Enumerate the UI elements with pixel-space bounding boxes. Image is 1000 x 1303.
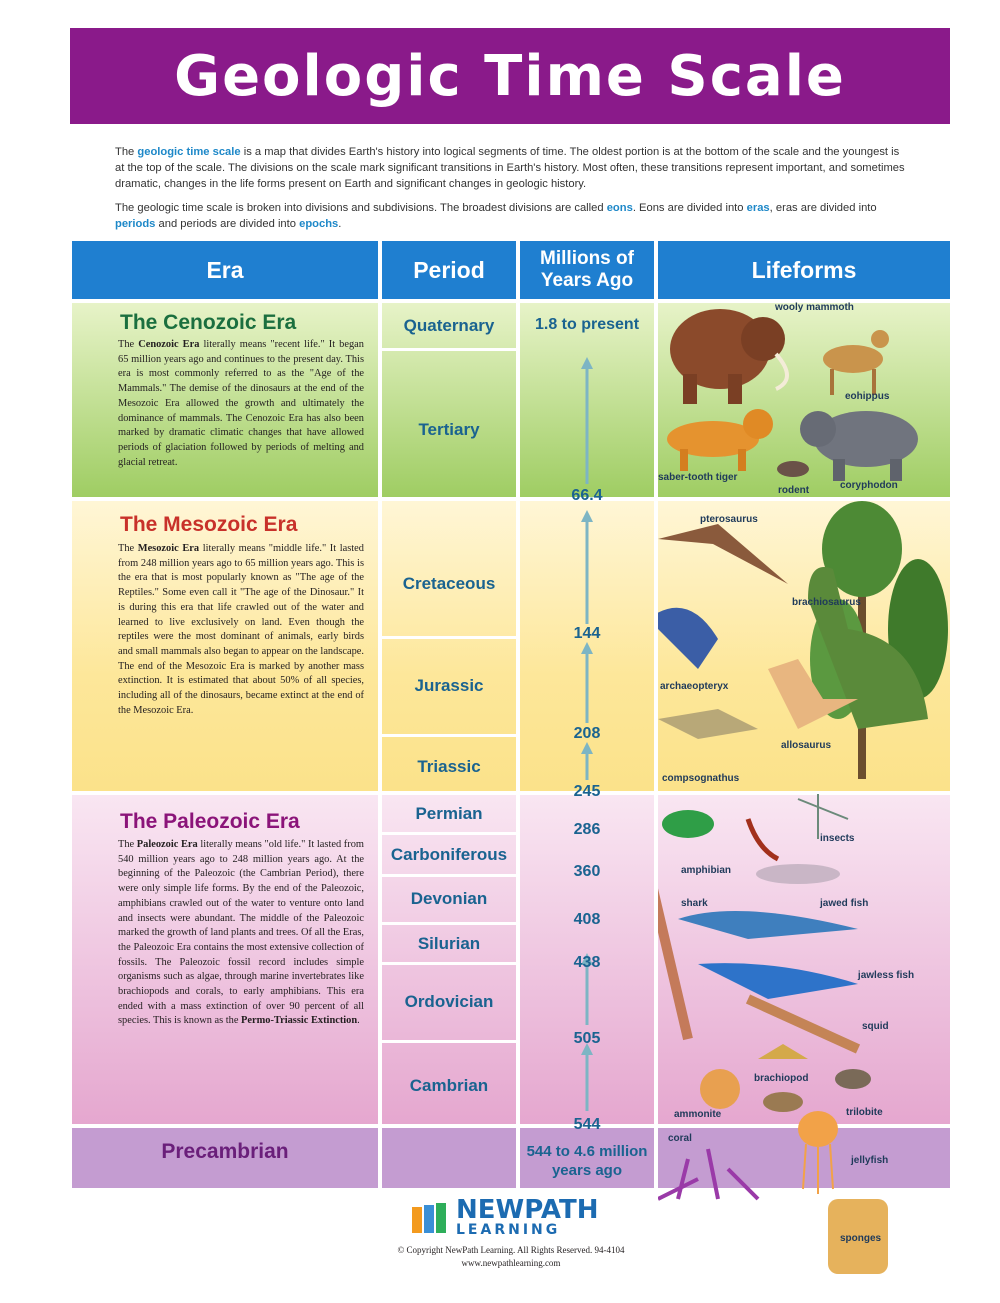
period-carboniferous: Carboniferous — [390, 845, 508, 864]
period-ordovician: Ordovician — [404, 992, 494, 1011]
intro-highlight: eras — [746, 202, 770, 214]
insects-icon — [748, 794, 848, 859]
brachiopod-icon — [758, 1044, 808, 1059]
website-text: www.newpathlearning.com — [461, 1258, 561, 1268]
desc-text: literally means "recent life." It began 65 million years ago and continues to the present day. This era is most commonly referred to as the "Age of the Mammals." The demise of the dinosaurs at the end of the Mesozoic Era allowed the growth and ultimately the dominance of mammals. The Cenozoic Era has also been marked by dramatic climatic changes that have allowed periods of glaciation followed by periods of melting and glacial retreat. — [118, 339, 364, 468]
period-divider — [382, 348, 516, 351]
header-era: Era — [72, 241, 378, 299]
label-saber-tooth-tiger: saber-tooth tiger — [658, 472, 738, 483]
intro-highlight: geologic time scale — [137, 146, 241, 158]
mesozoic-description — [118, 542, 364, 718]
header-lifeforms: Lifeforms — [658, 241, 950, 299]
ammonite-icon — [700, 1069, 740, 1109]
label-allosaurus: allosaurus — [781, 740, 832, 751]
eohippus-icon — [823, 330, 889, 395]
period-divider — [382, 1040, 516, 1043]
label-archaeopteryx: archaeopteryx — [660, 681, 729, 692]
label-rodent: rodent — [778, 485, 810, 496]
desc-text: The — [118, 839, 137, 850]
mya-boundary: 208 — [573, 725, 601, 742]
paleozoic-description — [118, 838, 364, 1029]
mya-precambrian: 544 to 4.6 million years ago — [526, 1143, 648, 1179]
label-wooly-mammoth: wooly mammoth — [775, 302, 854, 313]
label-coryphodon: coryphodon — [840, 480, 898, 491]
label-jellyfish: jellyfish — [851, 1155, 889, 1166]
label-jawed-fish: jawed fish — [820, 898, 869, 909]
copyright-text: © Copyright NewPath Learning. All Rights Reserved. 94-4104 — [397, 1245, 625, 1255]
intro-highlight: periods — [115, 218, 156, 230]
timeline-arrows — [520, 299, 654, 1128]
saber-tooth-tiger-icon — [667, 409, 773, 471]
label-compsognathus: compsognathus — [662, 773, 740, 784]
mesozoic-title: The Mesozoic Era — [120, 513, 298, 536]
coryphodon-icon — [800, 411, 918, 481]
desc-bold: Permo-Triassic Extinction — [241, 1015, 358, 1027]
copyright — [372, 1244, 650, 1270]
cenozoic-title: The Cenozoic Era — [120, 311, 297, 334]
intro-paragraph-1 — [115, 144, 905, 192]
period-devonian: Devonian — [410, 889, 488, 908]
intro-text: is a map that divides Earth's history into logical segments of time. The oldest portion is at the bottom of the scale and the youngest is at the top of the scale. The divisions on the scale mark significant transitions in Earth's history. Most often, these transitions represent important, and sometimes dramatic, changes in the life forms present on Earth and significant changes in geologic history. — [115, 146, 905, 190]
label-brachiosaurus: brachiosaurus — [792, 597, 861, 608]
label-brachiopod: brachiopod — [754, 1073, 809, 1084]
period-divider — [382, 636, 516, 639]
desc-text: literally means "middle life." It lasted from 248 million years ago to 65 million years ago. This is the era that is most popularly known as "The age of the Reptiles." Some even call it "The age of the Dinosaur." It is during this era that life crawled out of the water and learned to live exclusively on land. Even though the reptiles were the most dominant of animals, early birds and small mammals also began to appear on the landscape. The end of the Mesozoic Era is marked by another mass extinction. It is estimated that about 50% of all species, including all of the dinosaurs, became extinct at the end of the Mesozoic Era. — [118, 543, 364, 716]
period-permian: Permian — [415, 804, 483, 823]
period-silurian: Silurian — [417, 934, 481, 953]
desc-bold: Paleozoic Era — [136, 839, 198, 850]
archaeopteryx-icon — [658, 608, 718, 669]
mya-boundary: 286 — [573, 821, 601, 838]
logo-subtext: LEARNING — [456, 1222, 561, 1238]
precambrian-label: Precambrian — [161, 1140, 289, 1163]
coral-icon — [658, 1149, 758, 1199]
desc-text: literally means "old life." It lasted from 540 million years ago to 248 million years ago. At the beginning of the Paleozoic (the Cambrian Period), there were only simple life forms. By the end of the Paleozoic, amphibians crawled out of the water to venture onto land and insects were abundant. The middle of the Paleozoic marked the growth of land plants and trees. Of all the Eras, the Paleozoic Era contains the most extensive collection of fossils. The Paleozoic fossil record includes simple organisms such as algae, through marine invertebrates like brachiopods and corals, to early amphibians. This era ended with a mass extinction of over 90 percent of all species. This is known as the — [118, 839, 364, 1027]
lifeforms-illustration — [658, 299, 950, 1299]
label-amphibian: amphibian — [681, 865, 732, 876]
desc-bold: Mesozoic Era — [137, 543, 200, 554]
mya-boundary: 408 — [573, 911, 601, 928]
period-jurassic: Jurassic — [414, 676, 484, 695]
newpath-logo — [410, 1195, 599, 1238]
arrow-head — [581, 742, 593, 754]
mya-present: 1.8 to present — [534, 316, 640, 333]
page-title: Geologic Time Scale — [174, 43, 846, 109]
mya-boundary: 144 — [573, 625, 601, 642]
intro-text: The — [115, 146, 138, 158]
rodent-icon — [777, 461, 809, 477]
period-divider — [382, 962, 516, 965]
arrow-head — [581, 357, 593, 369]
label-sponges: sponges — [840, 1233, 882, 1244]
period-triassic: Triassic — [417, 757, 481, 776]
mya-boundary: 505 — [573, 1030, 601, 1047]
label-eohippus: eohippus — [845, 391, 890, 402]
intro-text: The geologic time scale is broken into divisions and subdivisions. The broadest divisions are called — [115, 202, 607, 214]
mya-boundary: 438 — [573, 954, 601, 971]
desc-text: The — [118, 543, 138, 554]
desc-bold: Cenozoic Era — [138, 339, 200, 350]
label-pterosaurus: pterosaurus — [700, 514, 758, 525]
intro-text: , eras are divided into — [769, 202, 877, 214]
mya-boundary: 66.4 — [571, 487, 603, 504]
mya-boundary: 245 — [573, 783, 601, 800]
arrow-head — [581, 642, 593, 654]
label-coral: coral — [668, 1133, 692, 1144]
jellyfish-icon — [798, 1111, 838, 1194]
jawed-fish-icon — [756, 864, 840, 884]
jawless-fish-icon — [698, 963, 858, 999]
arrow-head — [581, 510, 593, 522]
label-insects: insects — [820, 833, 855, 844]
label-ammonite: ammonite — [674, 1109, 722, 1120]
intro-text: . — [338, 218, 342, 230]
period-cretaceous: Cretaceous — [402, 574, 496, 593]
period-quaternary: Quaternary — [403, 316, 495, 335]
mya-boundary: 544 — [573, 1116, 601, 1133]
title-banner — [70, 28, 950, 124]
desc-text: The — [118, 339, 139, 350]
period-tertiary: Tertiary — [418, 420, 480, 439]
desc-text: . — [357, 1015, 360, 1027]
label-squid: squid — [862, 1021, 889, 1032]
intro-highlight: eons — [606, 202, 633, 214]
label-shark: shark — [681, 898, 708, 909]
header-millions-of-years-ago: Millions of Years Ago — [520, 241, 654, 299]
wooly-mammoth-icon — [670, 309, 787, 404]
period-divider — [382, 874, 516, 877]
logo-book-icon — [410, 1201, 450, 1235]
intro-text: . Eons are divided into — [632, 202, 747, 214]
shark-icon — [678, 911, 858, 939]
logo-text: NEWPATH — [456, 1195, 599, 1225]
period-divider — [382, 832, 516, 835]
mya-boundary: 360 — [573, 863, 601, 880]
intro-paragraph-2 — [115, 200, 905, 232]
label-jawless-fish: jawless fish — [857, 970, 915, 981]
period-divider — [382, 734, 516, 737]
compsognathus-icon — [658, 709, 758, 739]
label-trilobite: trilobite — [846, 1107, 883, 1118]
cenozoic-description — [118, 338, 364, 470]
amphibian-icon — [662, 810, 714, 838]
intro-highlight: epochs — [299, 218, 339, 230]
header-period: Period — [382, 241, 516, 299]
pterosaurus-icon — [658, 524, 788, 584]
period-cambrian: Cambrian — [409, 1076, 489, 1095]
paleozoic-title: The Paleozoic Era — [120, 810, 300, 833]
period-divider — [382, 922, 516, 925]
intro-text: and periods are divided into — [155, 218, 300, 230]
